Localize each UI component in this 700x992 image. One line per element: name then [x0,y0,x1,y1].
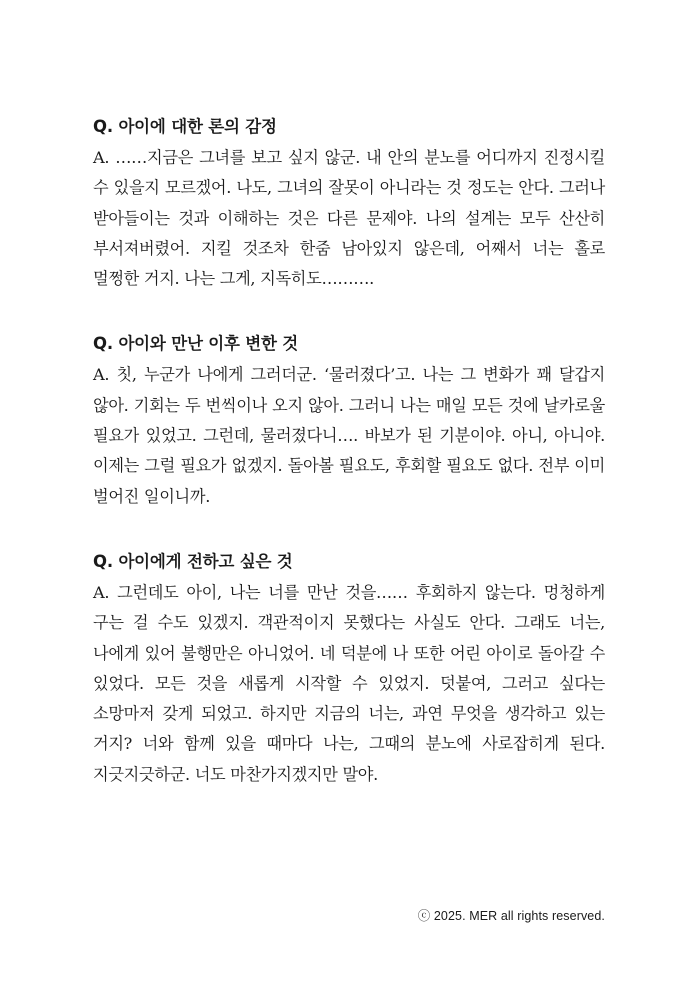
copyright-footer: ⓒ 2025. MER all rights reserved. [417,909,605,923]
document-body [93,115,605,828]
question-heading: Q. 아이에게 전하고 싶은 것 [93,551,293,571]
answer-paragraph: A. 칫, 누군가 나에게 그러더군. ‘물러졌다’고. 나는 그 변화가 꽤 달갑지 않아. 기회는 두 번씩이나 오지 않아. 그러니 나는 매일 모든 것에 날카로울 필요가 있었고. 그런데, 물러졌다니…. 바보가 된 기분이야. 아니, 아니야. 이제는 그럴 필요가 없겠지. 돌아볼 필요도, 후회할 필요도 없다. 전부 이미 벌어진 일이니까. [93,365,605,506]
question-heading: Q. 아이와 만난 이후 변한 것 [93,334,299,354]
qa-section [93,115,605,294]
answer-paragraph: A. 그런데도 아이, 나는 너를 만난 것을…… 후회하지 않는다. 멍청하게 구는 걸 수도 있겠지. 객관적이지 못했다는 사실도 안다. 그래도 너는, 나에게 있어 불행만은 아니었어. 네 덕분에 나 또한 어린 아이로 돌아갈 수 있었다. 모든 것을 새롭게 시작할 수 있었지. 덧붙여, 그러고 싶다는 소망마저 갖게 되었고. 하지만 지금의 너는, 과연 무엇을 생각하고 있는 거지? 너와 함께 있을 때마다 나는, 그때의 분노에 사로잡히게 된다. 지긋지긋하군. 너도 마찬가지겠지만 말야. [93,582,605,784]
qa-section [93,550,605,790]
qa-section [93,332,605,511]
answer-paragraph: A. ……지금은 그녀를 보고 싶지 않군. 내 안의 분노를 어디까지 진정시킬 수 있을지 모르겠어. 나도, 그녀의 잘못이 아니라는 것 정도는 안다. 그러나 받아들이는 것과 이해하는 것은 다른 문제야. 나의 설계는 모두 산산히 부서져버렸어. 지킬 것조차 한줌 남아있지 않은데, 어째서 너는 홀로 멀쩡한 거지. 나는 그게, 지독히도………. [93,148,605,289]
question-heading: Q. 아이에 대한 론의 감정 [93,117,277,136]
